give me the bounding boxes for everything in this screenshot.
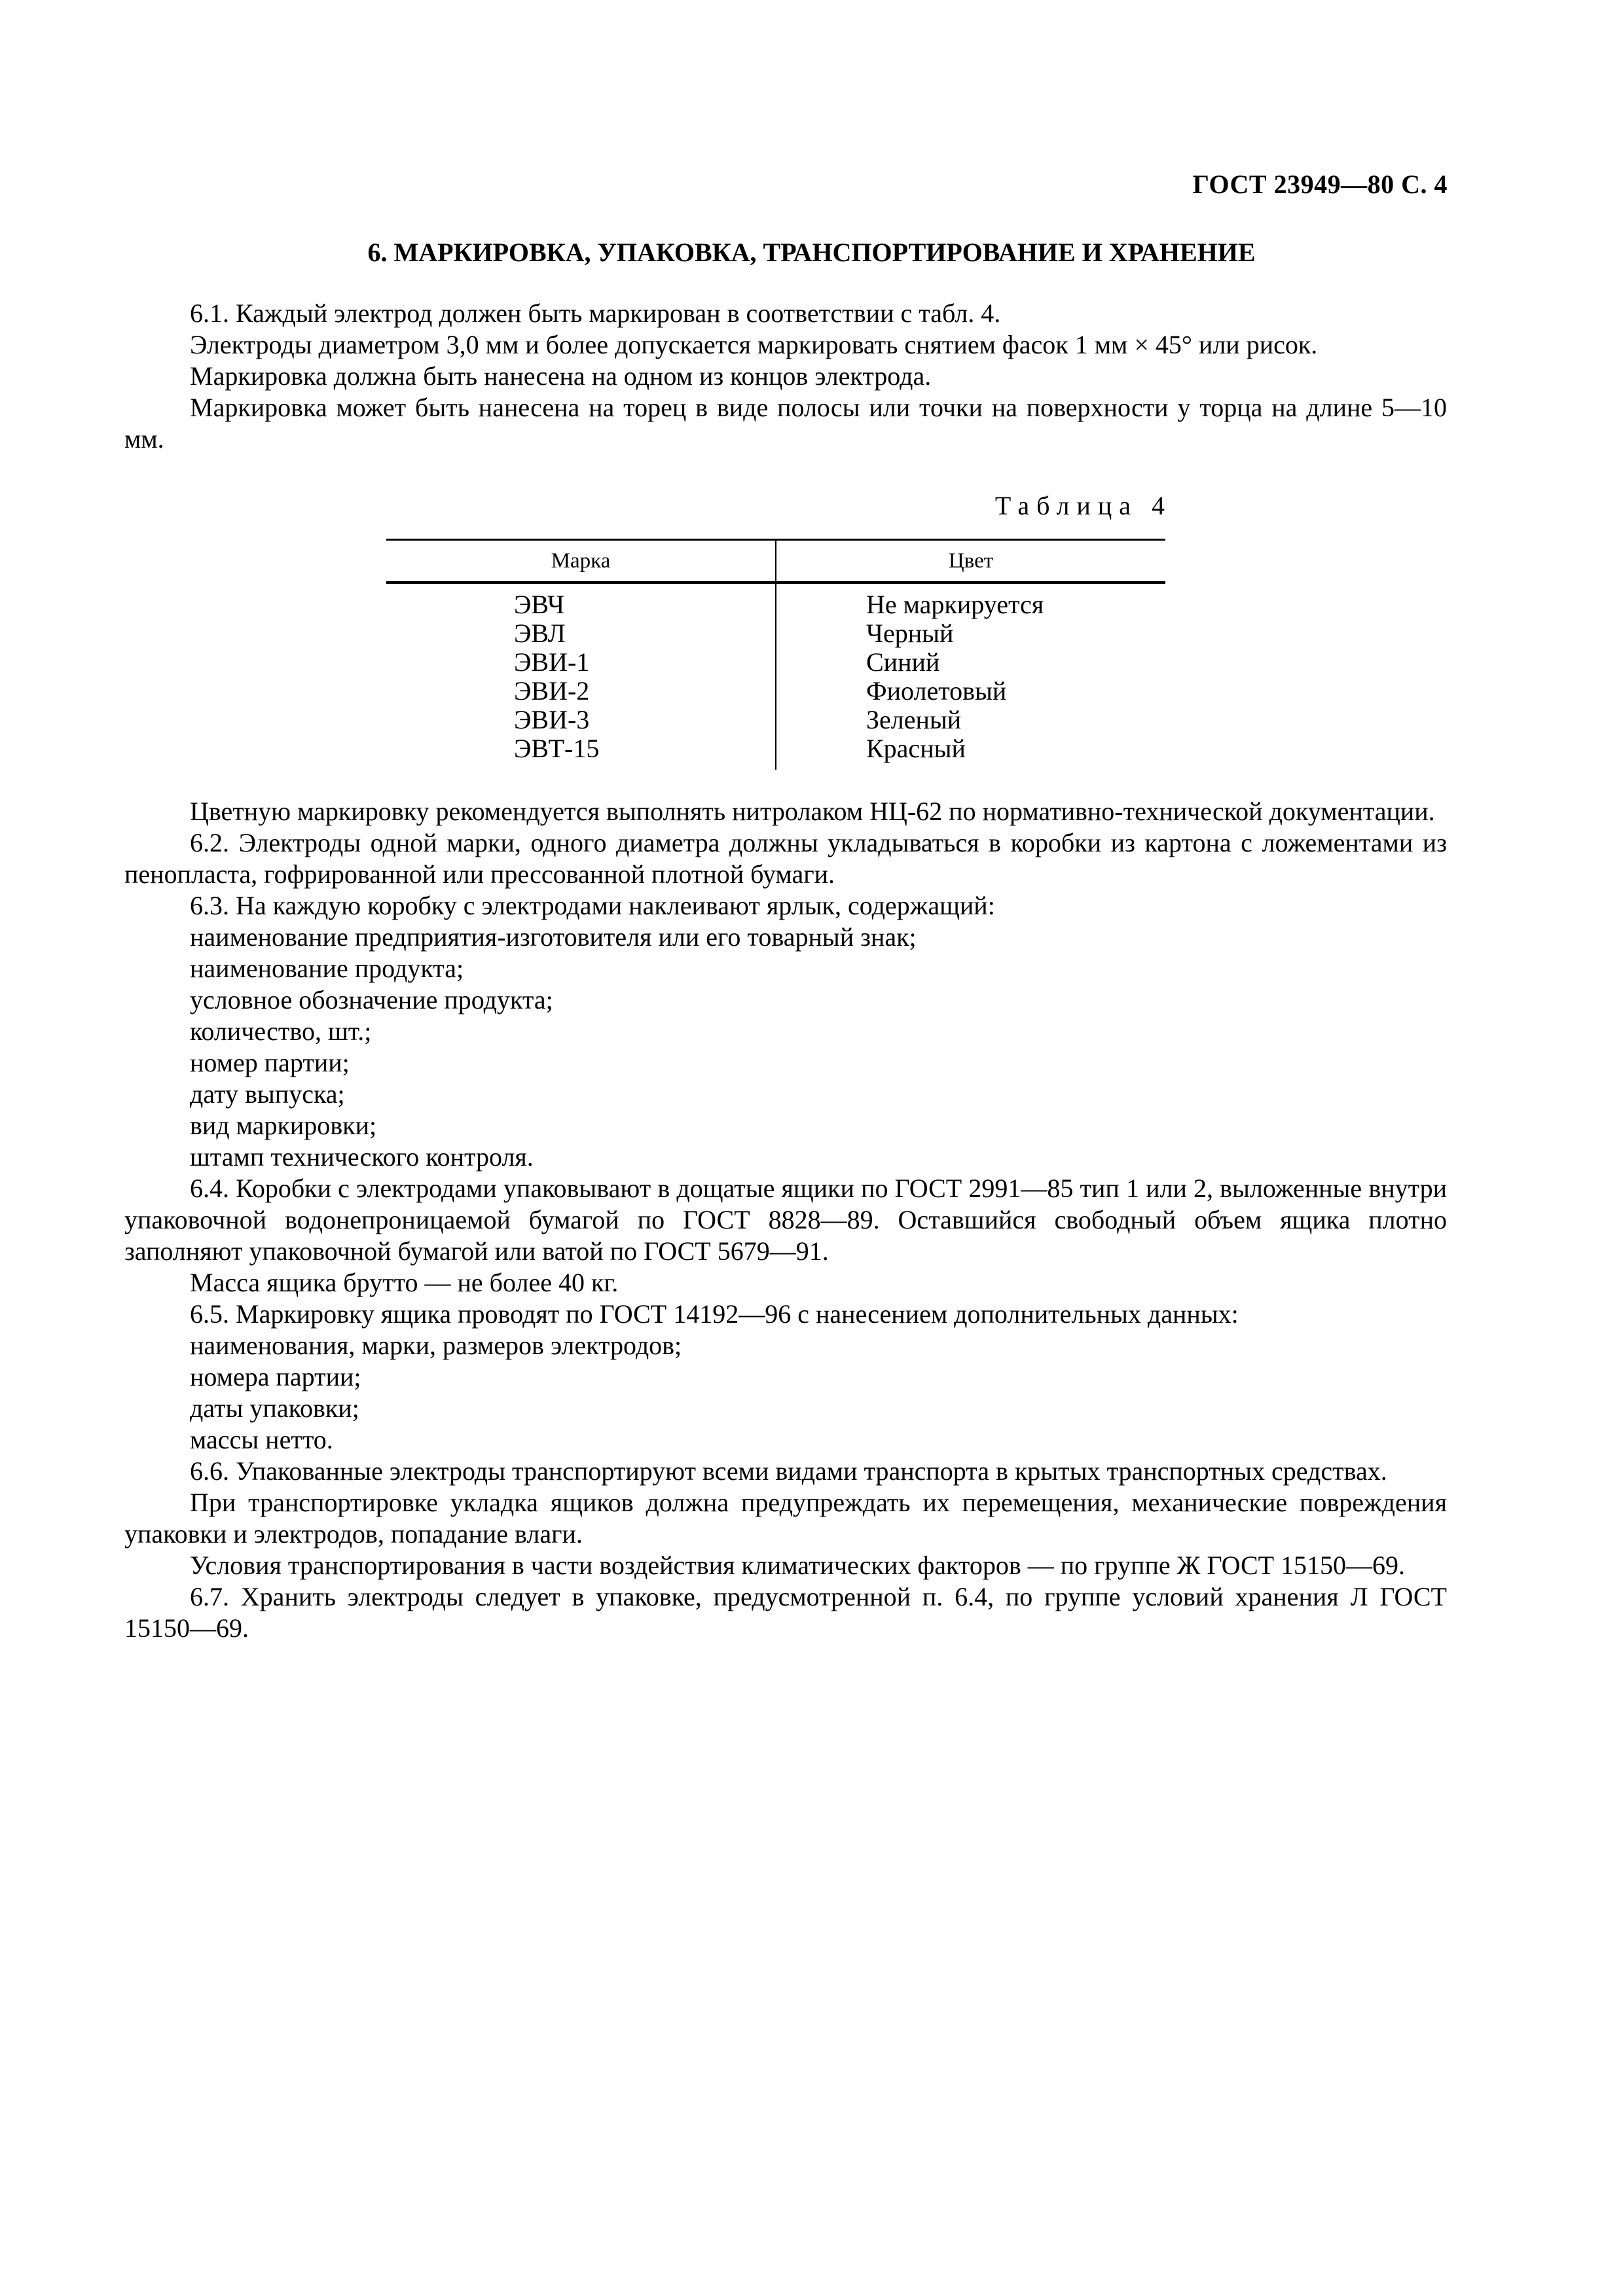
table-row: [386, 706, 1165, 734]
cell-color: Зеленый: [866, 705, 962, 734]
cell-color: Черный: [866, 619, 954, 648]
list-item: дату выпуска;: [190, 1079, 345, 1109]
paragraph-6-2: 6.2. Электроды одной марки, одного диаметра должны укладываться в коробки из картона с ложементами из пенопласта, гофрированной или прессованной плотной бумаги.: [124, 828, 1447, 889]
table-caption: Таблица 4: [994, 491, 1172, 520]
list-item: количество, шт.;: [190, 1016, 372, 1046]
table-row: [386, 583, 1165, 619]
after-table-section: [124, 796, 1447, 1644]
list-item: номера партии;: [190, 1362, 361, 1391]
paragraph-marking-end: Маркировка должна быть нанесена на одном из концов электрода.: [190, 361, 932, 391]
document-body: [124, 298, 1447, 1644]
paragraph-6-4: 6.4. Коробки с электродами упаковывают в дощатые ящики по ГОСТ 2991—85 тип 1 или 2, выложенные внутри упаковочной водонепроницаемой бумагой по ГОСТ 8828—89. Оставшийся свободный объем ящика плотно заполняют упаковочной бумагой или ватой по ГОСТ 5679—91.: [124, 1174, 1447, 1266]
cell-mark: ЭВИ-1: [386, 648, 776, 677]
paragraph-marking-face: Маркировка может быть нанесена на торец в виде полосы или точки на поверхности у торца на длине 5—10 мм.: [124, 393, 1447, 454]
paragraph-6-1: 6.1. Каждый электрод должен быть маркирован в соответствии с табл. 4.: [190, 298, 1001, 328]
cell-color: Фиолетовый: [866, 676, 1007, 706]
paragraph-climate-note: Условия транспортирования в части воздействия климатических факторов — по группе Ж ГОСТ 15150—69.: [190, 1551, 1406, 1580]
list-item: условное обозначение продукта;: [190, 985, 553, 1014]
table-row: [386, 677, 1165, 706]
cell-mark: ЭВЧ: [386, 583, 776, 619]
list-item: наименование предприятия-изготовителя или его товарный знак;: [190, 922, 917, 952]
page-header: ГОСТ 23949—80 С. 4: [1192, 170, 1448, 199]
table-header-row: [386, 540, 1165, 583]
paragraph-mass: Масса ящика брутто — не более 40 кг.: [190, 1268, 619, 1297]
table-4: [386, 539, 1165, 770]
cell-color: Синий: [866, 647, 940, 677]
list-item: даты упаковки;: [190, 1393, 359, 1423]
cell-mark: ЭВИ-2: [386, 677, 776, 706]
column-header-mark: Марка: [386, 540, 776, 583]
list-item: штамп технического контроля.: [190, 1142, 534, 1172]
paragraph-transport-note: При транспортировке укладка ящиков должна предупреждать их перемещения, механические повреждения упаковки и электродов, попадание влаги.: [124, 1488, 1447, 1549]
paragraph-chamfer: Электроды диаметром 3,0 мм и более допускается маркировать снятием фасок 1 мм × 45° или рисок.: [190, 330, 1318, 359]
column-header-color: Цвет: [776, 540, 1165, 583]
list-item: наименование продукта;: [190, 954, 464, 983]
paragraph-6-5: 6.5. Маркировку ящика проводят по ГОСТ 14192—96 с нанесением дополнительных данных:: [190, 1299, 1239, 1329]
paragraph-6-7: 6.7. Хранить электроды следует в упаковке, предусмотренной п. 6.4, по группе условий хранения Л ГОСТ 15150—69.: [124, 1582, 1447, 1643]
cell-color: Красный: [866, 734, 966, 763]
cell-color: Не маркируется: [866, 590, 1044, 619]
paragraph-6-6: 6.6. Упакованные электроды транспортируют всеми видами транспорта в крытых транспортных средствах.: [190, 1456, 1387, 1486]
table-row: [386, 648, 1165, 677]
table-row: [386, 734, 1165, 770]
cell-mark: ЭВЛ: [386, 619, 776, 648]
list-item: наименования, марки, размеров электродов;: [190, 1331, 682, 1360]
list-item: номер партии;: [190, 1048, 350, 1077]
cell-mark: ЭВТ-15: [386, 734, 776, 770]
list-item: массы нетто.: [190, 1425, 333, 1454]
paragraph-color-note: Цветную маркировку рекомендуется выполнять нитролаком НЦ-62 по нормативно-технической документации.: [190, 797, 1435, 826]
cell-mark: ЭВИ-3: [386, 706, 776, 734]
table-row: [386, 619, 1165, 648]
list-item: вид маркировки;: [190, 1111, 377, 1140]
section-title: 6. МАРКИРОВКА, УПАКОВКА, ТРАНСПОРТИРОВАНИЕ И ХРАНЕНИЕ: [367, 238, 1256, 267]
paragraph-6-3: 6.3. На каждую коробку с электродами наклеивают ярлык, содержащий:: [190, 891, 995, 920]
marking-table: [386, 539, 1165, 770]
